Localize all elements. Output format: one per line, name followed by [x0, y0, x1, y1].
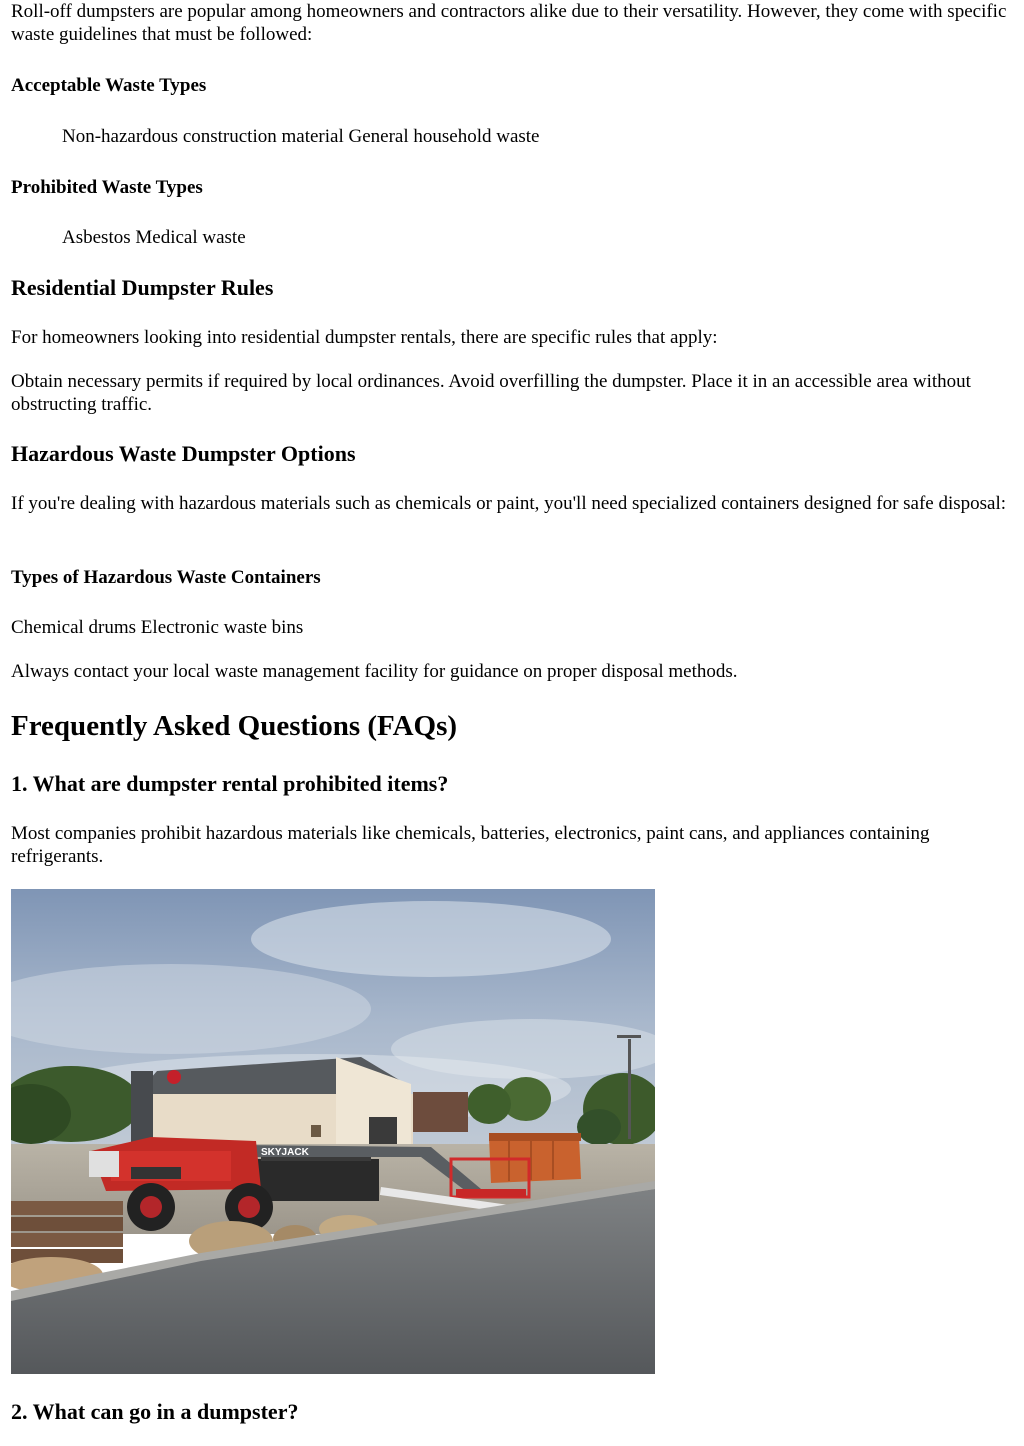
hazardous-intro: If you're dealing with hazardous materials such as chemicals or paint, you'll need specialized containers designed for safe disposal: — [11, 493, 1007, 514]
hazardous-heading: Hazardous Waste Dumpster Options — [11, 441, 356, 466]
faq-question-2: 2. What can go in a dumpster? — [11, 1399, 299, 1424]
acceptable-list: Non-hazardous construction material General household waste — [62, 126, 540, 147]
hazardous-containers-heading: Types of Hazardous Waste Containers — [11, 567, 321, 588]
residential-heading: Residential Dumpster Rules — [11, 275, 274, 300]
faq-answer-1: Most companies prohibit hazardous materials like chemicals, batteries, electronics, paint cans, and appliances containing refrigerants. — [11, 823, 930, 867]
intro-paragraph: Roll-off dumpsters are popular among homeowners and contractors alike due to their versatility. However, they come with specific waste guidelines that must be followed: — [11, 1, 1007, 45]
prohibited-list: Asbestos Medical waste — [62, 227, 246, 248]
construction-site-photo — [11, 889, 655, 1374]
residential-rules: Obtain necessary permits if required by local ordinances. Avoid overfilling the dumpster. Place it in an accessible area without obstructing traffic. — [11, 371, 971, 415]
lift-brand-text: SKYJACK — [261, 1147, 309, 1158]
faq-question-1: 1. What are dumpster rental prohibited items? — [11, 771, 449, 796]
faq-heading: Frequently Asked Questions (FAQs) — [11, 710, 458, 742]
hazardous-containers-list: Chemical drums Electronic waste bins — [11, 617, 304, 638]
residential-intro: For homeowners looking into residential dumpster rentals, there are specific rules that apply: — [11, 327, 718, 348]
acceptable-heading: Acceptable Waste Types — [11, 75, 207, 96]
hazardous-note: Always contact your local waste management facility for guidance on proper disposal methods. — [11, 661, 738, 682]
prohibited-heading: Prohibited Waste Types — [11, 177, 203, 198]
